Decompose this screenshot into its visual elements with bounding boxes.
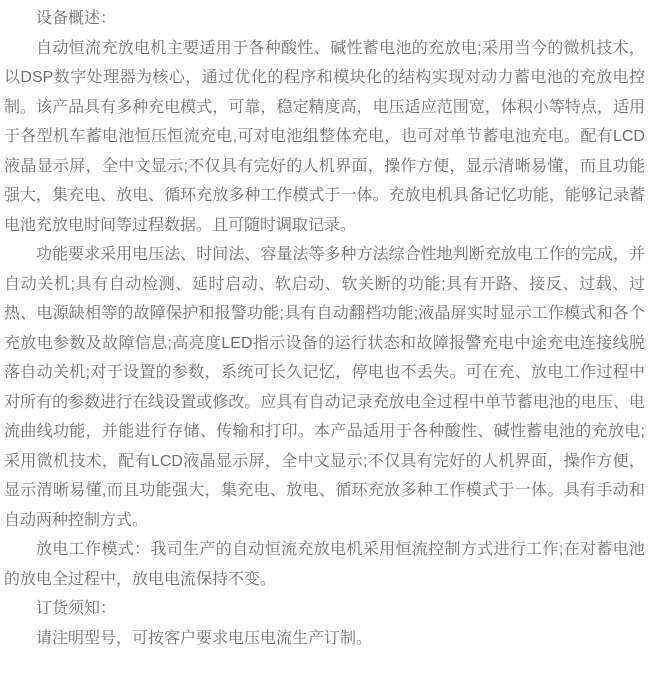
paragraph-functional-requirements: 功能要求采用电压法、时间法、容量法等多种方法综合性地判断充放电工作的完成，并自动关机;具有自动检测、延时启动、软启动、软关断的功能;具有开路、接反、过载、过热、电源缺相等的故障保护和报警功能;具有自动翻档功能;液晶屏实时显示工作模式和各个充放电参数及故障信息;高亮度LED指示设备的运行状态和故障报警充电中途充电连接线脱落自动关机;对于设置的参数，系统可长久记忆，停电也不丢失。可在充、放电工作过程中对所有的参数进行在线设置或修改。应具有自动记录充放电全过程中单节蓄电池的电压、电流曲线功能，并能进行存储、传输和打印。本产品适用于各种酸性、碱性蓄电池的充放电;采用微机技术，配有LCD液晶显示屏，全中文显示;不仅具有完好的人机界面，操作方便，显示清晰易懂,而且功能强大，集充电、放电、循环充放多种工作模式于一体。具有手动和自动两种控制方式。 (4, 246, 645, 529)
heading-order-notes: 订货须知： (36, 600, 117, 617)
paragraph-order-instructions: 请注明型号，可按客户要求电压电流生产订制。 (36, 629, 373, 647)
paragraph-product-description: 自动恒流充放电机主要适用于各种酸性、碱性蓄电池的充放电;采用当今的微机技术，以DSP数字处理器为核心，通过优化的程序和模块化的结构实现对动力蓄电池的充放电控制。该产品具有多种充电模式，可靠，稳定精度高，电压适应范围宽，体积小等特点，适用于各型机车蓄电池恒压恒流充电,可对电池组整体充电，也可对单节蓄电池充电。配有LCD液晶显示屏，全中文显示;不仅具有完好的人机界面，操作方便，显示清晰易懂，而且功能强大，集充电、放电、循环充放多种工作模式于一体。充放电机具备记忆功能，能够记录蓄电池充放电时间等过程数据。且可随时调取记录。 (4, 39, 645, 234)
paragraph-discharge-mode: 放电工作模式：我司生产的自动恒流充放电机采用恒流控制方式进行工作;在对蓄电池的放电全过程中，放电电流保持不变。 (4, 541, 645, 588)
heading-equipment-overview: 设备概述： (36, 10, 117, 27)
